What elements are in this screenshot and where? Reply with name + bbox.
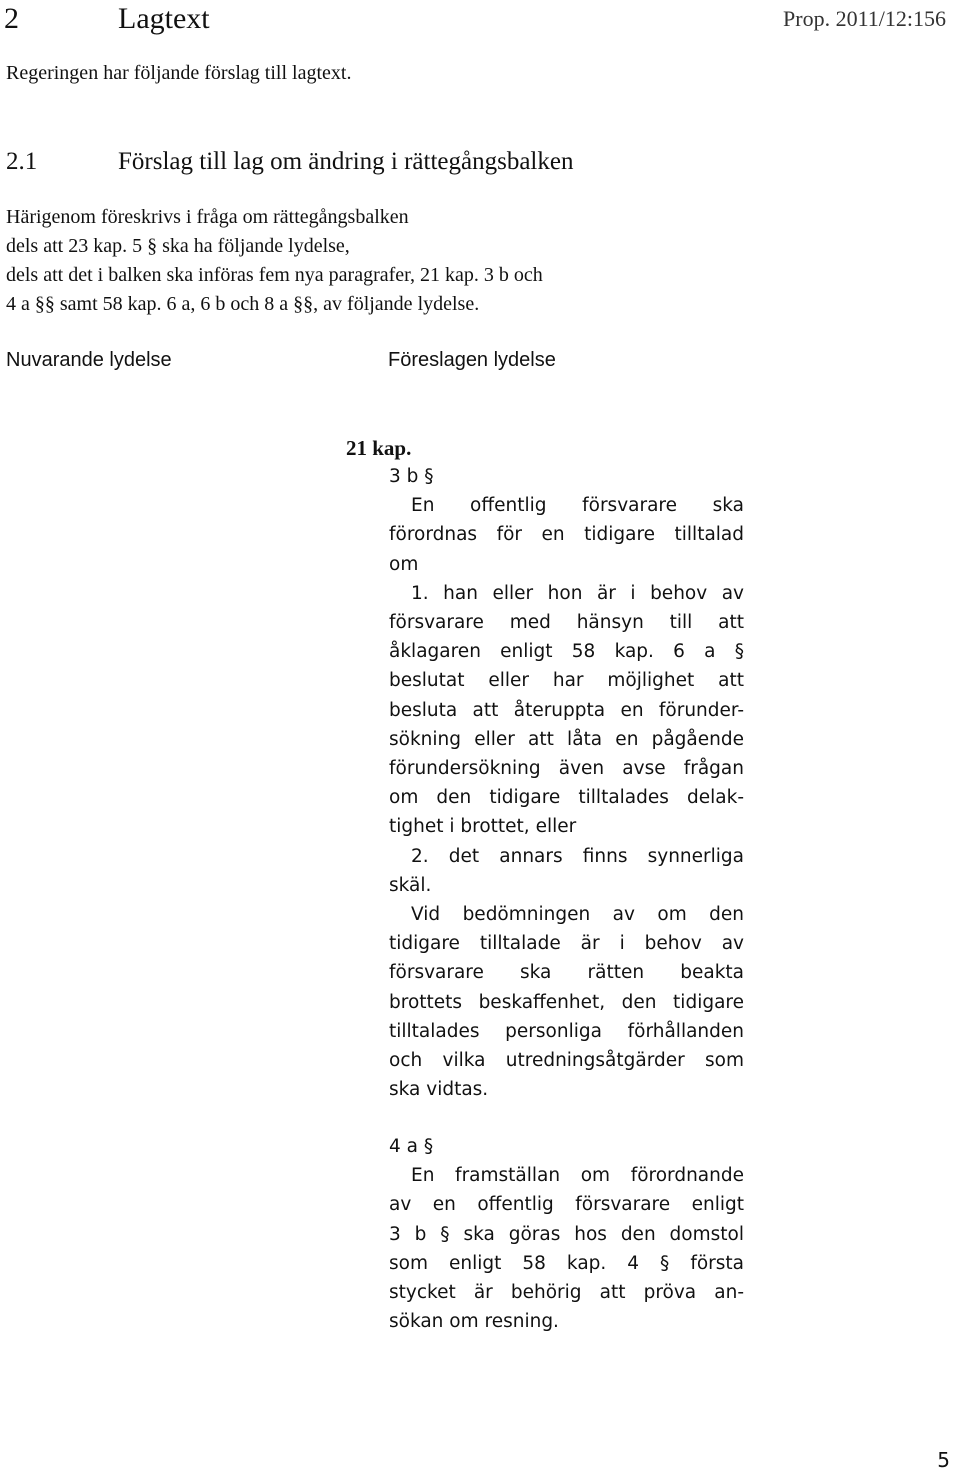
text-line: ska vidtas. [389, 1079, 489, 1101]
column-heading-current: Nuvarande lydelse [6, 349, 172, 371]
text-line: av en offentlig försvarare enligt [389, 1194, 744, 1216]
text-line: brottets beskaffenhet, den tidigare [389, 991, 744, 1013]
text-line: tidigare tilltalade är i behov av [389, 933, 744, 955]
text-line: och vilka utredningsåtgärder som [389, 1050, 744, 1072]
preamble [6, 203, 766, 319]
paragraph-heading: 3 b § [389, 466, 434, 487]
chapter-label: 21 kap. [346, 436, 412, 460]
preamble-line: dels att det i balken ska införas fem nya paragrafer, 21 kap. 3 b och [6, 264, 543, 286]
proposition-reference: Prop. 2011/12:156 [783, 6, 946, 31]
text-line: skäl. [389, 874, 432, 896]
text-line: om [389, 553, 419, 575]
text-line: förordnas för en tidigare tilltalad [389, 524, 744, 546]
paragraph-4a [389, 1132, 744, 1336]
text-line: beslutat eller har möjlighet att [389, 670, 744, 692]
text-line: 1. han eller hon är i behov av [411, 582, 744, 604]
paragraph-3b [389, 462, 744, 1104]
text-line: åklagaren enligt 58 kap. 6 a § [389, 641, 744, 663]
text-line: besluta att återuppta en förunder- [389, 699, 744, 721]
text-line: 3 b § ska göras hos den domstol [389, 1223, 744, 1245]
column-heading-proposed: Föreslagen lydelse [388, 349, 556, 371]
chapter-number: 2 [4, 2, 19, 35]
section-number: 2.1 [6, 148, 38, 175]
chapter-title: Lagtext [118, 2, 210, 35]
text-line: tighet i brottet, eller [389, 816, 577, 838]
text-line: sökning eller att låta en pågående [389, 728, 744, 750]
text-line: Vid bedömningen av om den [411, 904, 744, 926]
text-line: tilltalades personliga förhållanden [389, 1020, 744, 1042]
text-line: stycket är behörig att pröva an- [389, 1282, 744, 1304]
text-line: som enligt 58 kap. 4 § första [389, 1252, 744, 1274]
preamble-line: Härigenom föreskrivs i fråga om rättegångsbalken [6, 206, 409, 228]
paragraph-heading: 4 a § [389, 1136, 434, 1157]
text-line: 2. det annars finns synnerliga [411, 845, 744, 867]
intro-text: Regeringen har följande förslag till lagtext. [6, 62, 352, 84]
text-line: om den tidigare tilltalades delak- [389, 787, 744, 809]
text-line: försvarare ska rätten beakta [389, 962, 744, 984]
preamble-line: dels att 23 kap. 5 § ska ha följande lydelse, [6, 235, 350, 257]
page-number: 5 [937, 1448, 950, 1472]
text-line: En framställan om förordnande [411, 1165, 744, 1187]
text-line: En offentlig försvarare ska [411, 495, 744, 517]
section-title: Förslag till lag om ändring i rättegångsbalken [118, 148, 574, 175]
text-line: sökan om resning. [389, 1311, 559, 1333]
text-line: förundersökning även avse frågan [389, 758, 744, 780]
preamble-line: 4 a §§ samt 58 kap. 6 a, 6 b och 8 a §§, av följande lydelse. [6, 293, 480, 315]
text-line: försvarare med hänsyn till att [389, 612, 744, 634]
